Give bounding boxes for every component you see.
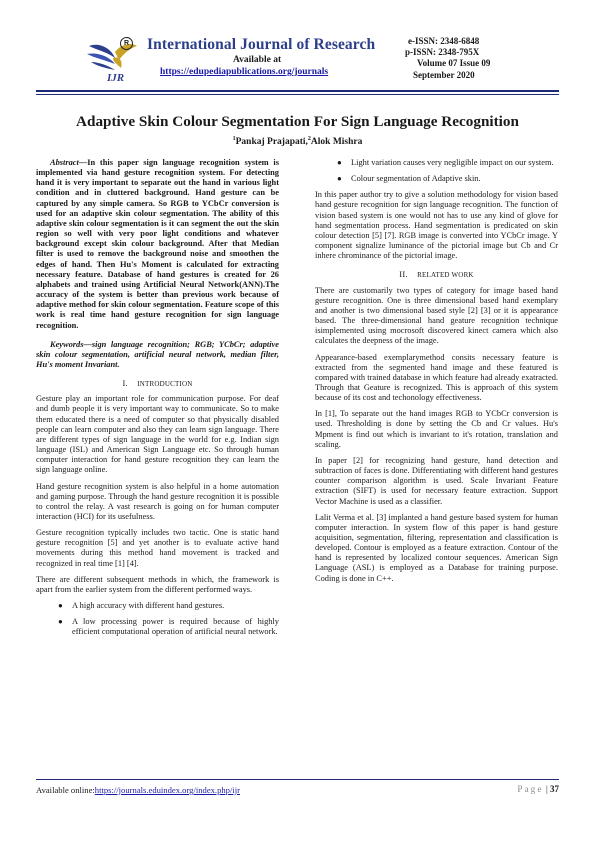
intro-paragraph: Gesture recognition typically includes two tactic. One is static hand gesture recognition [5] and yet another is to evaluate active hand movements during this method hand movement is tracked and recognized in real time [1] [4].: [36, 528, 279, 568]
issn-block: [405, 36, 490, 81]
related-paragraph: Appearance-based exemplarymethod consits necessary feature is extracted from the segmented hand image and these featured is compared with trained database in which feature had already exatracted. Through that Geature is recognized. This is approach of this system because of its cost and techonology effectiveness.: [315, 352, 558, 403]
list-item: [315, 174, 558, 184]
abstract-label: Abstract: [50, 158, 79, 167]
section-title: INTRODUCTION: [137, 380, 193, 389]
intro-paragraph: Hand gesture recognition system is also helpful in a home automation and gaming purpose. Through the hand gesture recognition it is possible to control the relay. A vast research is going on for human computer interaction (HCI) for its usefulness.: [36, 481, 279, 521]
related-paragraph: Lalit Verma et al. [3] implanted a hand gesture based system for human computer interaction. In system flow of this paper is hand gesture acquisition, segmentation, filtering, representation and classification is developed. Contour is employed as a feature extraction. Contour of the hand is represented by localized contour sequences. American Sign Language (ASL) is employed as a Database for training purpose. Coding is done in C++.: [315, 512, 558, 583]
bullet-icon: ●: [337, 174, 342, 184]
abstract: [36, 158, 279, 331]
header-rule-thin: [36, 94, 559, 95]
author1-superscript: 1: [232, 136, 236, 142]
footer-available-label: Available online:: [36, 785, 95, 795]
right-column: [315, 158, 558, 590]
paper-authors: [0, 136, 595, 147]
page-indicator: [517, 784, 559, 794]
left-column: [36, 158, 279, 644]
intro-paragraph: There are different subsequent methods in which, the framework is apart from the earlier system from the different performed ways.: [36, 574, 279, 594]
footer-rule: [36, 779, 559, 780]
intro-paragraph: In this paper author try to give a solution methodology for vision based hand gesture recognition for sign language recognition. The function of vision based system is one would not has to use any kind of glove for hand segmentation process. Hand segmentation is predicated on skin colour detection [5] [7]. RGB image is converted into YCbCr image. Y component signalize luminance of the pictorial image but Cb and Cr inhere chrominance of the pictorial image.: [315, 190, 558, 261]
list-item-text: A low processing power is required because of highly efficient computational operation of artificial neural network.: [72, 617, 279, 637]
footer-availability: [36, 785, 240, 795]
issue-date: September 2020: [413, 69, 475, 80]
section-number: I.: [122, 378, 128, 389]
list-item-text: A high accuracy with different hand gestures.: [72, 601, 225, 611]
footer-url-link[interactable]: https://journals.eduindex.org/index.php/ijr: [94, 785, 241, 795]
available-at-label: Available at: [233, 55, 282, 65]
related-paragraph: In paper [2] for recognizing hand gesture, hand detection and subtraction of faces is done. Differentiating with different hand gestures counter comparison algorithm is used. Scale Invariant Feature extraction (SIFT) is used for necessary feature extraction. Support Vector Machine is used as a classifier.: [315, 455, 558, 506]
bullet-icon: ●: [58, 601, 63, 611]
section-heading-related-work: [315, 269, 558, 280]
list-item: [36, 601, 279, 611]
section-title: RELATED WORK: [417, 271, 474, 280]
page-number: 37: [550, 784, 559, 794]
abstract-text: —In this paper sign language recognition system is implemented via hand gesture recognition system. For detecting hand it is very important to separate out the hand in various light condition and in cluttered background. Hand gesture can be captured by any simple camera. So RGB to YCbCr conversion is used for an adaptive skin colour segmentation. The ability of this adaptive skin colour segmentation is it can segment the out the skin region so well with very poor light conditions and whatever background except skin colour background. After that Median filter is used to remove the background noise and smoothen the edges of hand. Then Hu's Moment is calculated for extracting necessary feature. Database of hand gestures is created for 26 alphabets and trained using Artificial Neural Network(ANN).The accuracy of the system is better than previous work because of adaptive method for skin colour segmentation. Feature scope of this work is real time hand gesture recognition for sign language recognition.: [36, 158, 279, 330]
author2-superscript: 2: [307, 136, 311, 142]
section-heading-introduction: [36, 378, 279, 389]
journal-url-link[interactable]: https://edupediapublications.org/journals: [160, 67, 329, 77]
author1-name: Pankaj Prajapati,: [235, 137, 308, 148]
intro-paragraph: Gesture play an important role for communication purpose. For deaf and dumb people it is very important way to communicate. So to make them educated there is a need of computer so that physically disabled people can learn computer and also they can learn sign language. There are different types of sign language in the world for e.g. Indian sign language (ISL) and American Sign Language etc. So through human computer interaction for hand gesture recognition they can learn the sign language online.: [36, 394, 279, 475]
author2-name: Alok Mishra: [310, 137, 363, 148]
bullet-icon: ●: [337, 158, 342, 167]
volume-issue: Volume 07 Issue 09: [417, 58, 491, 69]
bullet-icon: ●: [58, 617, 63, 627]
page-separator: |: [545, 784, 548, 794]
intro-bullet-list-continued: [315, 158, 558, 184]
p-issn: p-ISSN: 2348-795X: [405, 47, 480, 58]
list-item: [315, 158, 558, 168]
paper-title: Adaptive Skin Colour Segmentation For Sign Language Recognition: [76, 113, 519, 130]
list-item-text: Colour segmentation of Adaptive skin.: [351, 174, 481, 184]
section-number: II.: [399, 269, 408, 280]
header-rule: [36, 90, 559, 92]
logo-text: IJR: [107, 72, 125, 84]
related-paragraph: In [1], To separate out the hand images RGB to YCbCr conversion is used. Thresholding is done by setting the Cb and Cr values. Hu's Mpment is find out which is invariant to it's rotation, translation and scaling.: [315, 409, 558, 449]
list-item: [36, 617, 279, 637]
keywords: Keywords—sign language recognition; RGB; YCbCr; adaptive skin colour segmentation, artificial neural network, median filter, Hu's moment Invariant.: [36, 339, 279, 369]
journal-name: International Journal of Research: [147, 36, 376, 53]
intro-bullet-list: [36, 601, 279, 637]
list-item-text: Light variation causes very negligible impact on our system.: [351, 158, 554, 167]
e-issn: e-ISSN: 2348-6848: [408, 36, 480, 46]
related-paragraph: There are customarily two types of category for image based hand gesture recognition. One is three dimensional based hand exemplary and another is two dimensional based style [2] [3] or it is appearance based. The three-dimensional hand geature recognition technique isimplemented using mocrosoft discovered kinect camera which also calculates the deepness of the image.: [315, 285, 558, 346]
page-label: Page: [517, 784, 544, 794]
registered-mark: R: [120, 37, 133, 50]
